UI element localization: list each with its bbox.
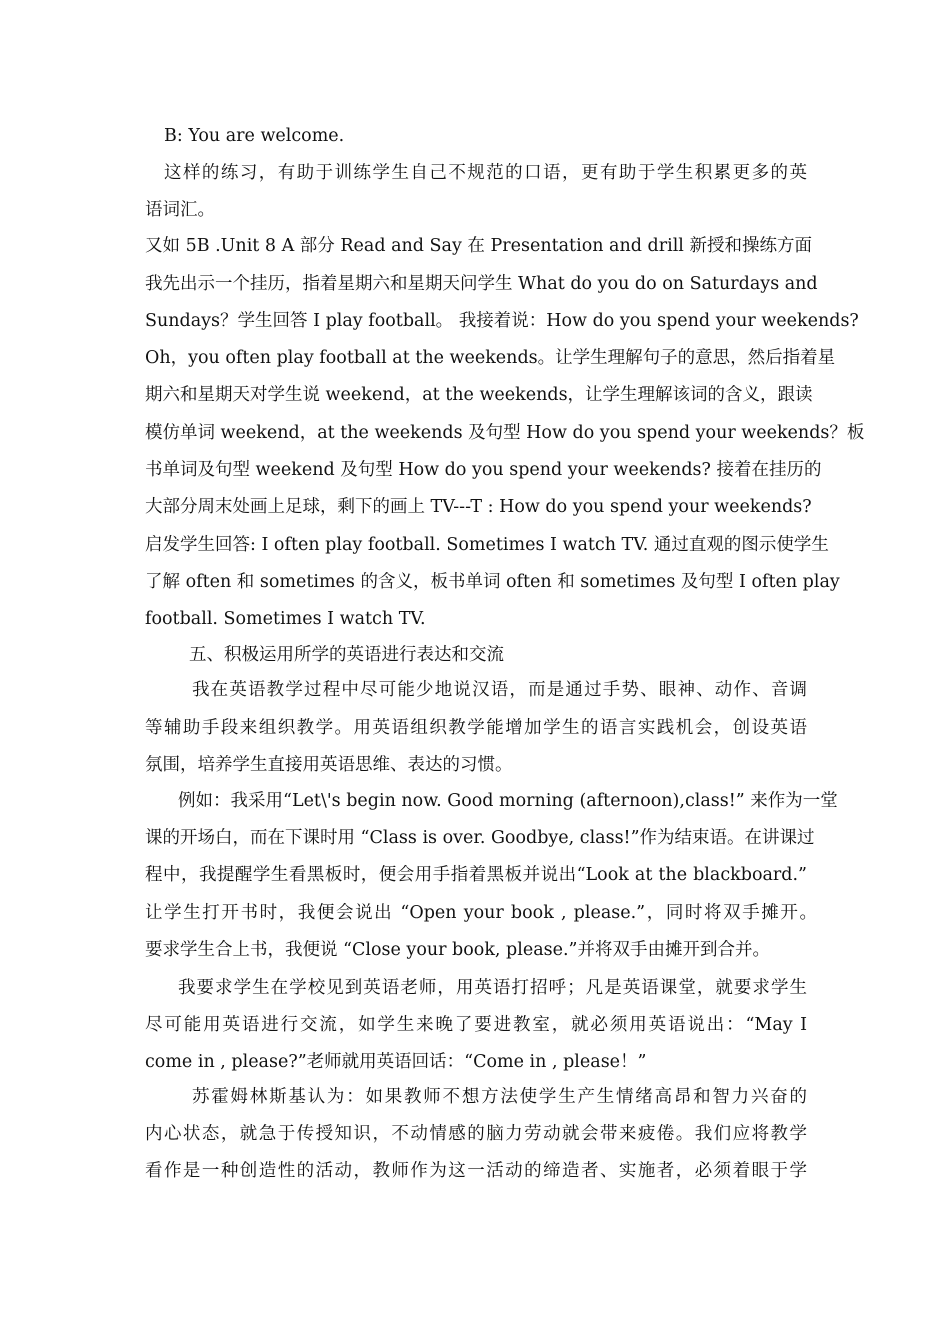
text-line: 模仿单词 weekend，at the weekends 及句型 How do you spend your weekends？板 <box>145 423 865 443</box>
text-line: 等辅助手段来组织教学。用英语组织教学能增加学生的语言实践机会，创设英语 <box>145 718 807 738</box>
text-line: 看作是一种创造性的活动，教师作为这一活动的缔造者、实施者，必须着眼于学 <box>145 1161 807 1181</box>
text-line: 程中，我提醒学生看黑板时，便会用手指着黑板并说出“Look at the blackboard.” <box>145 865 807 885</box>
section-heading: 五、积极运用所学的英语进行表达和交流 <box>189 645 504 665</box>
text-line: 了解 often 和 sometimes 的含义，板书单词 often 和 sometimes 及句型 I often play <box>145 572 840 592</box>
text-line: Oh，you often play football at the weekends。让学生理解句子的意思，然后指着星 <box>145 348 836 368</box>
text-line: football. Sometimes I watch TV. <box>145 609 426 629</box>
text-line: 期六和星期天对学生说 weekend，at the weekends，让学生理解该词的含义，跟读 <box>145 385 813 405</box>
text-line: Sundays？学生回答 I play football。 我接着说：How do you spend your weekends? <box>145 311 859 331</box>
text-line: 语词汇。 <box>145 200 215 220</box>
text-line: 课的开场白，而在下课时用 “Class is over. Goodbye, class!”作为结束语。在讲课过 <box>145 828 815 848</box>
text-line: 书单词及句型 weekend 及句型 How do you spend your weekends? 接着在挂历的 <box>145 460 822 480</box>
text-line: 苏霍姆林斯基认为：如果教师不想方法使学生产生情绪高昂和智力兴奋的 <box>192 1087 807 1107</box>
text-line: 大部分周末处画上足球，剩下的画上 TV---T : How do you spend your weekends? <box>145 497 812 517</box>
text-line: 这样的练习，有助于训练学生自己不规范的口语，更有助于学生积累更多的英 <box>164 163 807 183</box>
text-line: come in , please?”老师就用英语回话：“Come in , please！” <box>145 1052 647 1072</box>
text-line: 例如：我采用“Let\'s begin now. Good morning (afternoon),class!” 来作为一堂 <box>178 791 838 811</box>
text-line: 尽可能用英语进行交流，如学生来晚了要进教室，就必须用英语说出：“May I <box>145 1015 807 1035</box>
text-line: 内心状态，就急于传授知识，不动情感的脑力劳动就会带来疲倦。我们应将教学 <box>145 1124 807 1144</box>
text-line: 我在英语教学过程中尽可能少地说汉语，而是通过手势、眼神、动作、音调 <box>192 680 807 700</box>
text-line: 让学生打开书时，我便会说出 “Open your book , please.”，同时将双手摊开。 <box>145 903 817 923</box>
text-line: 氛围，培养学生直接用英语思维、表达的习惯。 <box>145 755 513 775</box>
text-line: 要求学生合上书，我便说 “Close your book, please.”并将双手由摊开到合并。 <box>145 940 770 960</box>
text-line: 又如 5B .Unit 8 A 部分 Read and Say 在 Presentation and drill 新授和操练方面 <box>145 236 812 256</box>
text-line: 我先出示一个挂历，指着星期六和星期天问学生 What do you do on Saturdays and <box>145 274 818 294</box>
text-line: 我要求学生在学校见到英语老师，用英语打招呼；凡是英语课堂，就要求学生 <box>178 978 807 998</box>
text-line: B: You are welcome. <box>164 126 345 146</box>
text-line: 启发学生回答: I often play football. Sometimes I watch TV. 通过直观的图示使学生 <box>145 535 829 555</box>
